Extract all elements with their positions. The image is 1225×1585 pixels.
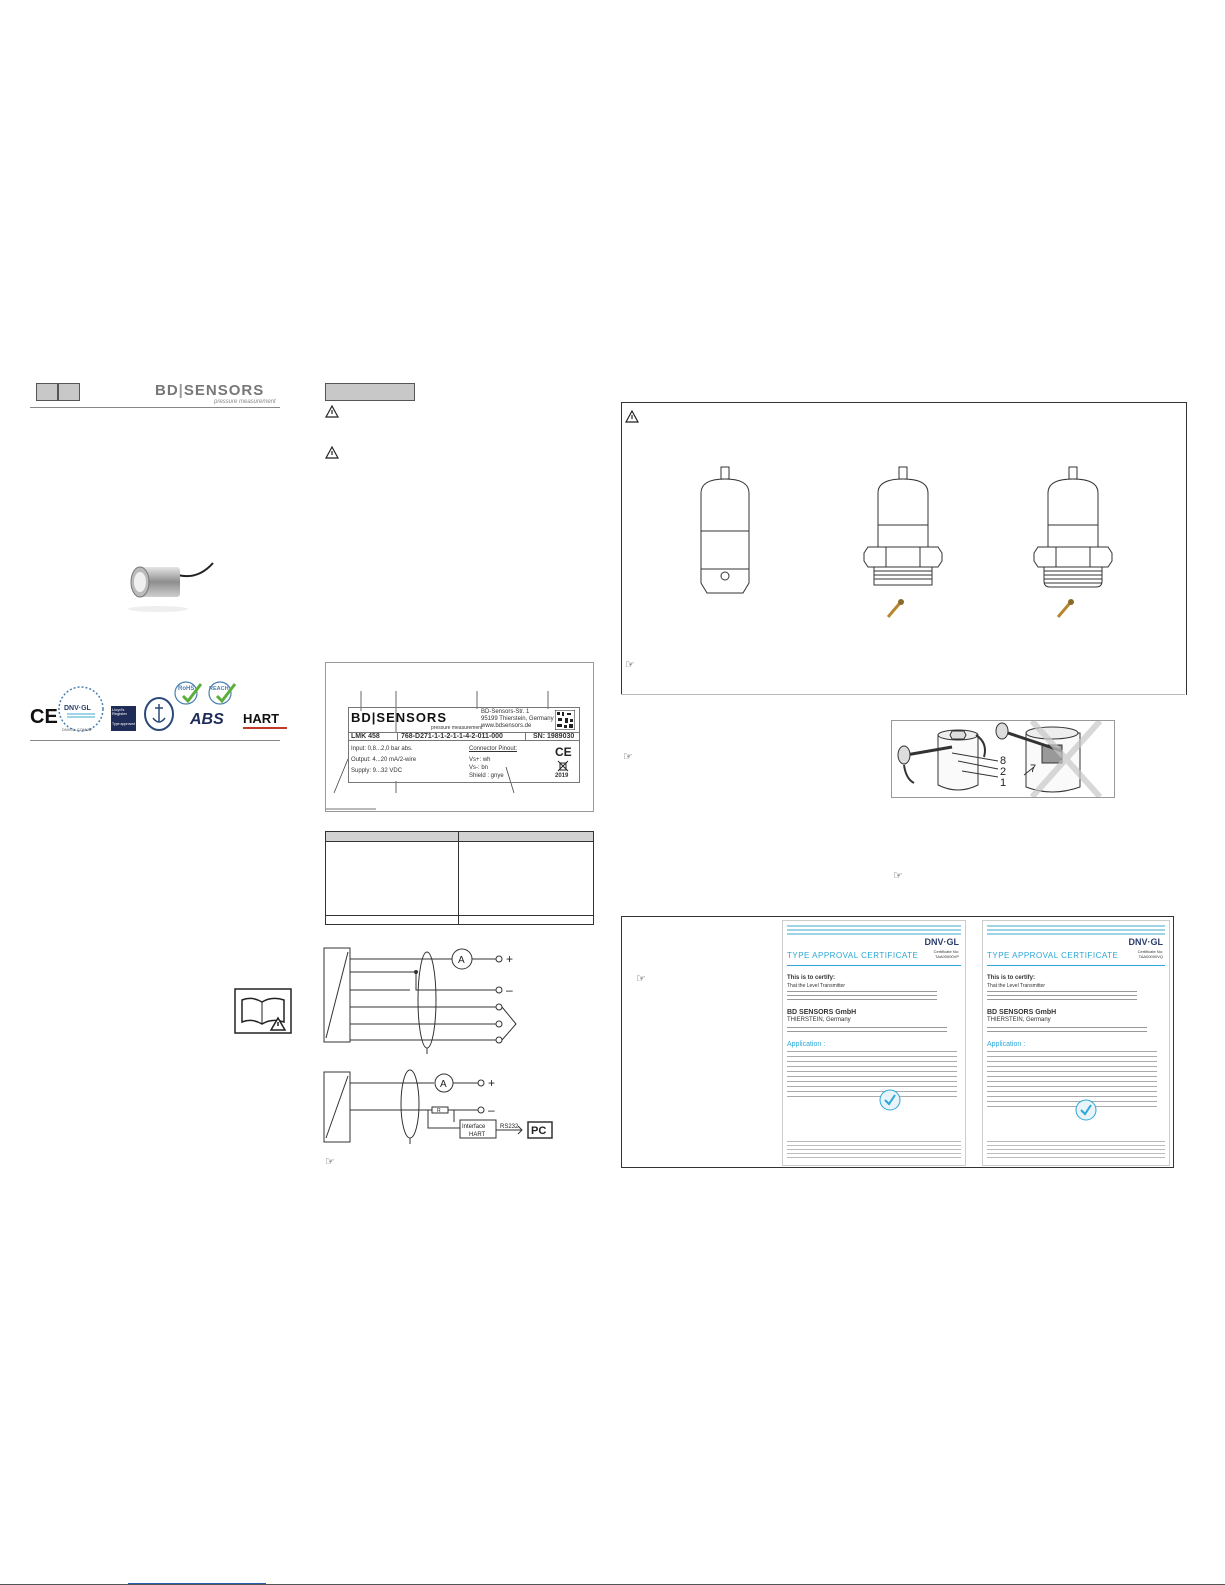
hart-underline xyxy=(243,727,287,729)
nameplate-pinout-title: Connector Pinout: xyxy=(469,746,518,752)
pin-configuration-table xyxy=(325,831,594,925)
dnv-gl-name: DNV·GL xyxy=(64,705,91,712)
note-hand-icon: ☞ xyxy=(893,870,903,882)
nameplate-address-2: 95199 Thierstein, Germany xyxy=(481,716,554,722)
ammeter-label: A xyxy=(458,955,465,966)
torque-figure xyxy=(891,720,1115,798)
language-box-2 xyxy=(58,383,80,401)
certificate-product: That the Level Transmitter xyxy=(987,983,1046,989)
dnv-gl-url: DNVGL.COM/AF xyxy=(62,727,93,732)
resistor-label: R xyxy=(437,1108,441,1114)
read-manual-icon xyxy=(234,988,292,1034)
nameplate-figure xyxy=(325,662,594,812)
note-hand-icon: ☞ xyxy=(325,1156,335,1168)
interface-label-2: HART xyxy=(469,1132,486,1138)
nameplate-ce-mark: CE xyxy=(555,745,572,759)
plus-label: + xyxy=(506,952,514,966)
language-box-1 xyxy=(36,383,58,401)
certificate-location: THIERSTEIN, Germany xyxy=(987,1017,1051,1023)
section-rule xyxy=(621,694,1185,695)
rohs-text: RoHS xyxy=(178,686,195,692)
brand-tagline: pressure measurement xyxy=(214,399,276,405)
torque-label-1: 1 xyxy=(1000,777,1007,789)
reach-text: REACH xyxy=(209,686,229,692)
nameplate-pin-3: Shield : gnye xyxy=(469,773,504,779)
reach-logo xyxy=(207,680,237,708)
dnv-check-seal xyxy=(879,1089,901,1111)
lloyds-sub: Type approved xyxy=(112,722,136,726)
minus-label: – xyxy=(488,1103,495,1117)
certificate-location: THIERSTEIN, Germany xyxy=(787,1017,851,1023)
nameplate-model: LMK 458 xyxy=(351,733,380,740)
nameplate-tagline: pressure measurement xyxy=(431,725,483,731)
nameplate-year: 2019 xyxy=(555,773,569,779)
nameplate-brand: BD|SENSORS xyxy=(351,710,447,725)
nameplate-order-code: 768-D271-1-1-2-1-1-4-2-011-000 xyxy=(401,733,503,740)
certificate-brand: DNV·GL xyxy=(1128,937,1163,947)
torque-label-8: 8 xyxy=(1000,755,1007,767)
warning-icon xyxy=(325,405,339,418)
wiring-diagram-2-wire xyxy=(320,942,520,1054)
certificate-intro: This is to certify: xyxy=(787,975,836,981)
certificate-number: Certificate No: TAA00000VQ xyxy=(1137,949,1163,959)
minus-label: – xyxy=(506,983,513,997)
certificate-application: Application : xyxy=(987,1041,1026,1048)
certificate-company: BD SENSORS GmbH xyxy=(987,1009,1057,1016)
ce-mark: CE xyxy=(30,706,58,728)
nameplate-pin-1: Vs+: wh xyxy=(469,757,491,763)
certificate-title: TYPE APPROVAL CERTIFICATE xyxy=(987,951,1119,960)
interface-label-1: Interface xyxy=(462,1124,486,1130)
nameplate-input: Input: 0,8...2,0 bar abs. xyxy=(351,746,413,752)
certificate-title: TYPE APPROVAL CERTIFICATE xyxy=(787,951,919,960)
nameplate-pin-2: Vs-: bn xyxy=(469,765,489,771)
hart-logo: HART xyxy=(243,711,280,726)
certificate-2 xyxy=(982,920,1170,1166)
transmitter-thread-open xyxy=(1028,465,1118,625)
table-header xyxy=(326,832,593,842)
logos-rule xyxy=(30,740,280,741)
nameplate-address-1: BD-Sensors-Str. 1 xyxy=(481,709,530,715)
plus-label: + xyxy=(488,1076,496,1090)
rs232-label: RS232 xyxy=(500,1124,519,1130)
nameplate-supply: Supply: 9...32 VDC xyxy=(351,768,403,774)
wiring-diagram-hart xyxy=(320,1068,560,1148)
certificate-product: That the Level Transmitter xyxy=(787,983,846,989)
brand-logo: BD|SENSORS xyxy=(155,382,265,399)
footer-link-underline xyxy=(128,1583,266,1584)
note-hand-icon: ☞ xyxy=(623,751,633,763)
warning-icon xyxy=(625,410,639,423)
note-hand-icon: ☞ xyxy=(625,659,635,671)
anchor-seal-logo xyxy=(143,696,175,732)
nameplate-body xyxy=(348,707,580,783)
dnv-check-seal xyxy=(1075,1099,1097,1121)
certificate-brand: DNV·GL xyxy=(924,937,959,947)
product-photo xyxy=(118,555,218,615)
certificate-number: Certificate No: TAA00000VP xyxy=(933,949,959,959)
nameplate-output: Output: 4...20 mA/2-wire xyxy=(351,757,417,763)
warning-icon xyxy=(325,446,339,459)
ammeter-label: A xyxy=(440,1079,447,1090)
transmitter-thread-flush xyxy=(858,465,948,625)
certificate-application: Application : xyxy=(787,1041,826,1048)
weee-bin-icon xyxy=(557,760,569,772)
rohs-logo xyxy=(173,680,203,708)
transmitter-suspension xyxy=(695,465,755,597)
section-header-box xyxy=(325,383,415,401)
pc-label: PC xyxy=(531,1125,547,1137)
torque-label-2: 2 xyxy=(1000,766,1007,778)
abs-logo: ABS xyxy=(190,711,224,728)
data-matrix-code xyxy=(555,710,575,730)
certificate-company: BD SENSORS GmbH xyxy=(787,1009,857,1016)
header-rule xyxy=(30,407,280,408)
certificate-1 xyxy=(782,920,966,1166)
note-hand-icon: ☞ xyxy=(636,973,646,985)
nameplate-serial: SN: 1989030 xyxy=(533,733,575,740)
lloyds-name: Lloyd's Register xyxy=(112,707,127,716)
certificate-intro: This is to certify: xyxy=(987,975,1036,981)
torque-label-7: 7 xyxy=(1030,763,1037,775)
nameplate-address-3: www.bdsensors.de xyxy=(481,723,532,729)
